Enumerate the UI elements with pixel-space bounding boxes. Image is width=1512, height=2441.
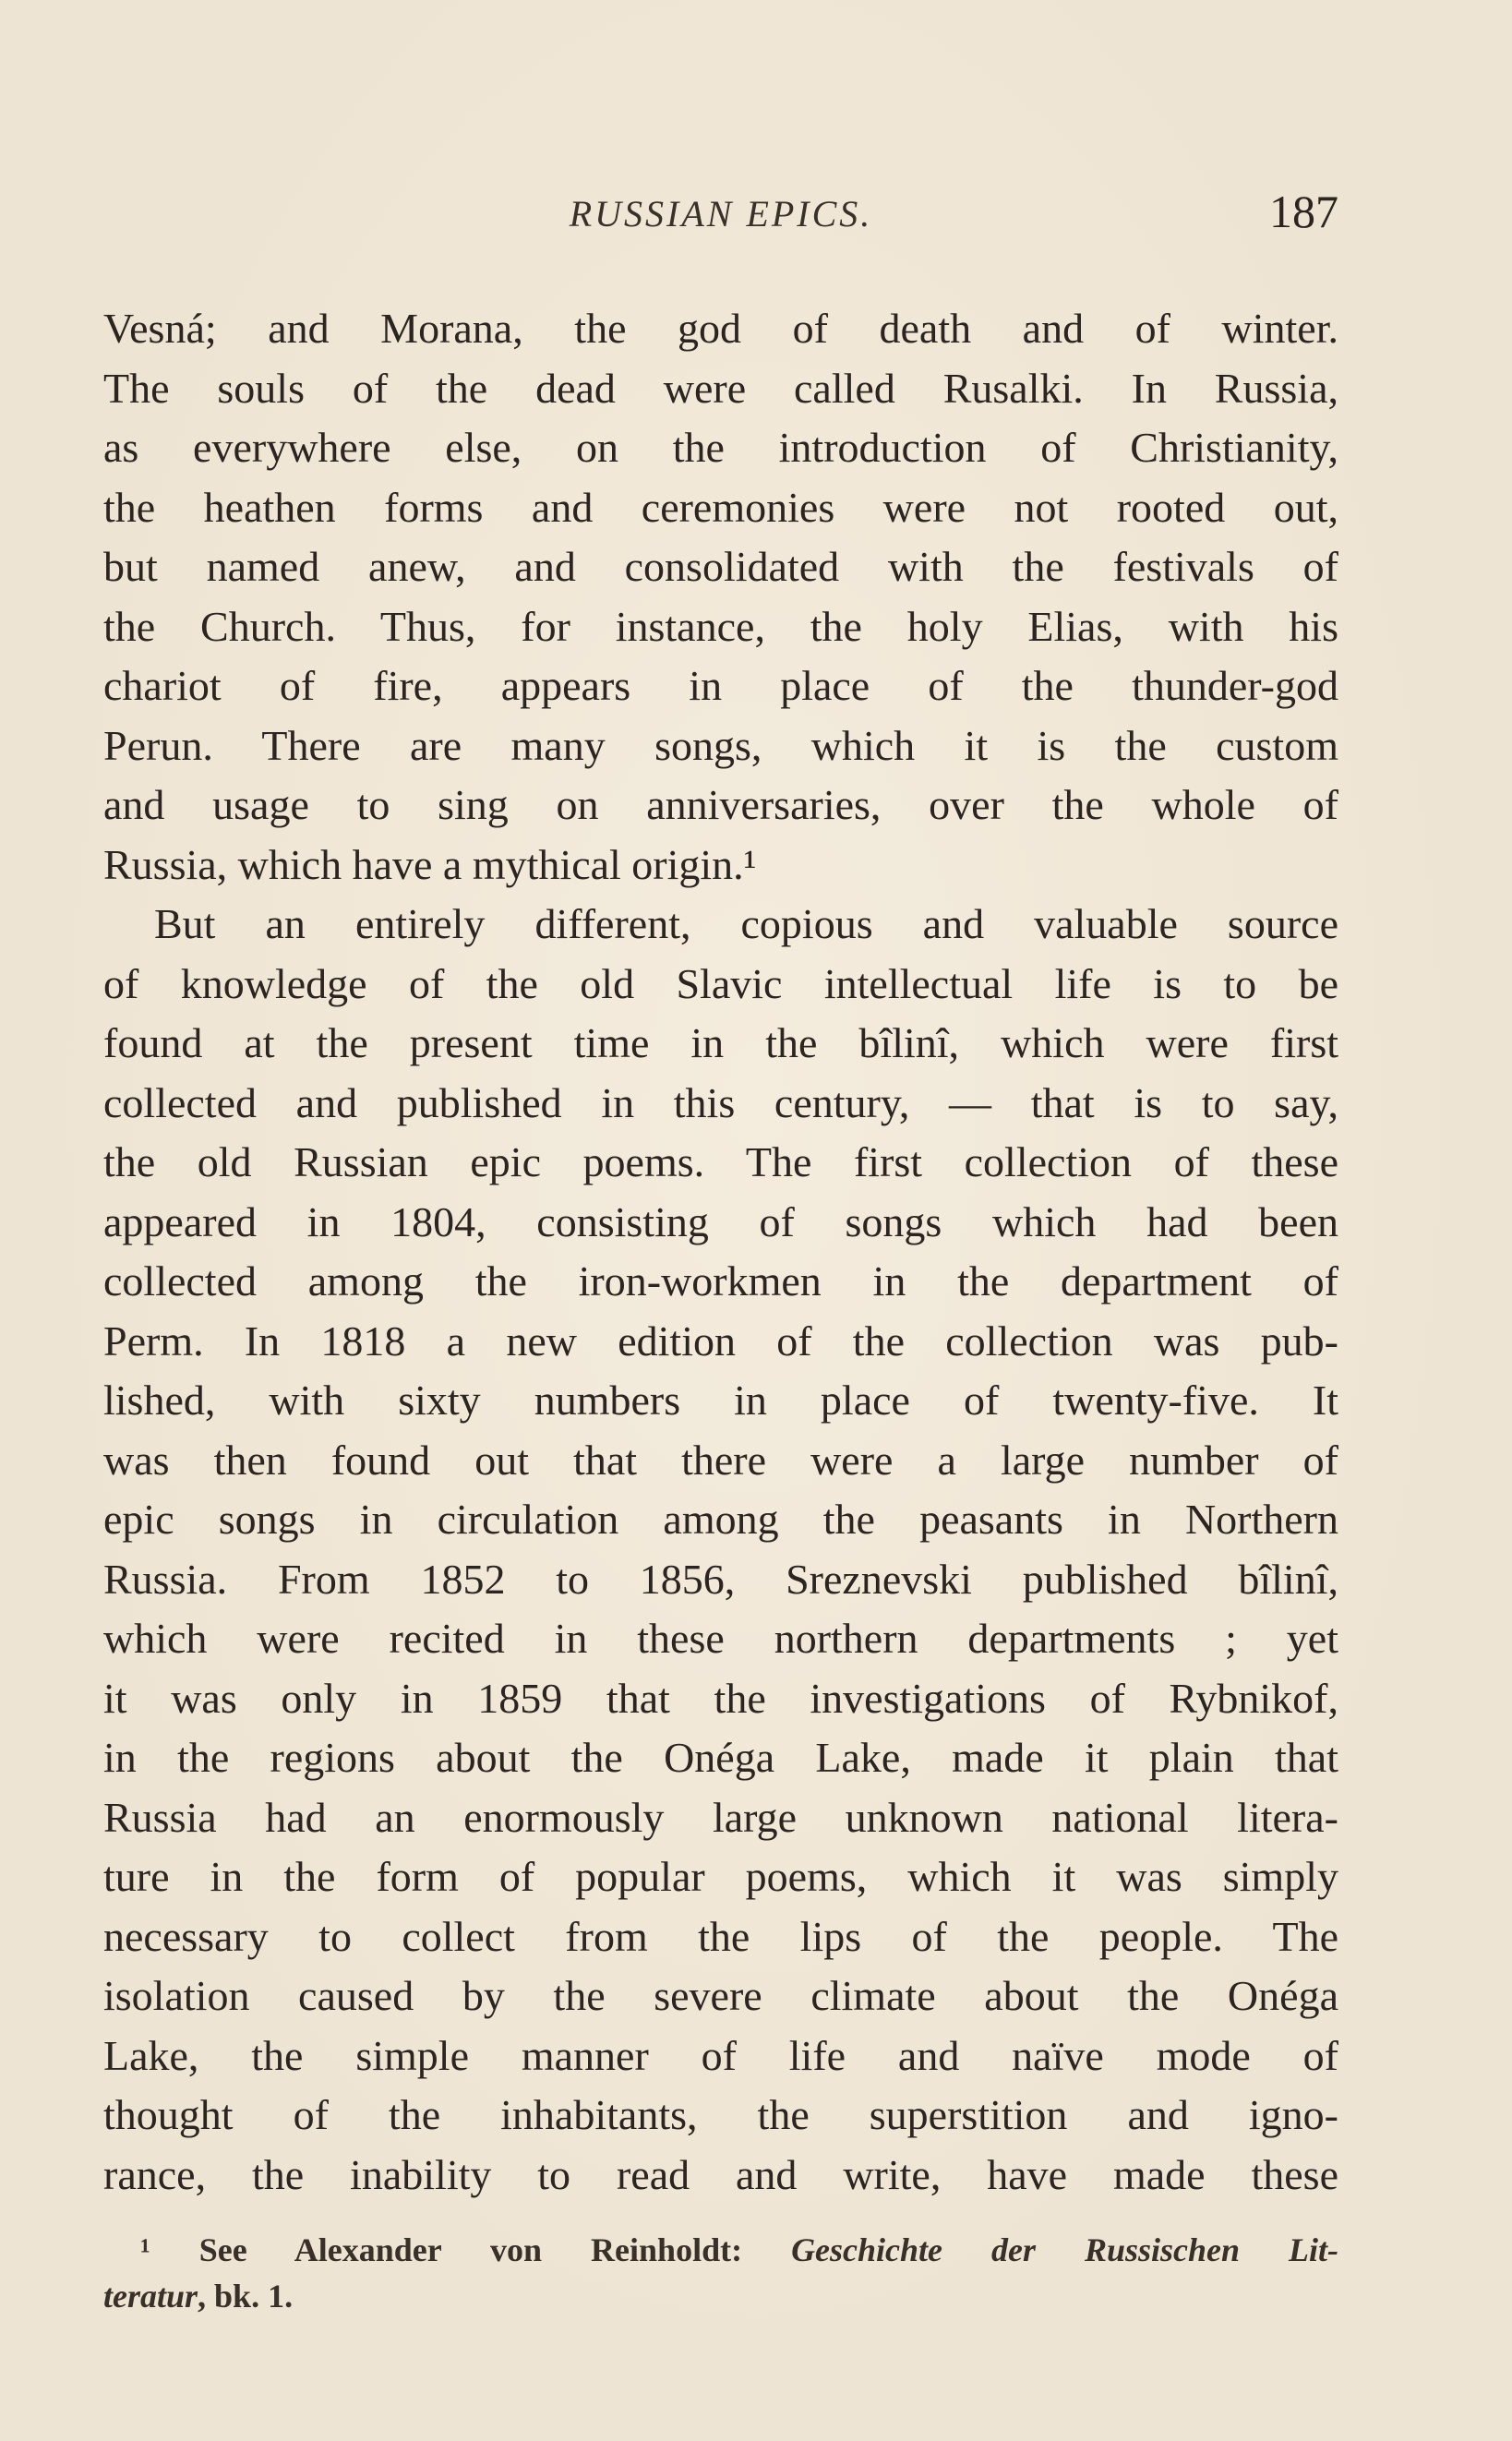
text-line: collected and published in this century, — that is to say,	[103, 1078, 1338, 1126]
text-line: in the regions about the Onéga Lake, made it plain that	[103, 1734, 1338, 1781]
text-line: chariot of fire, appears in place of the thunder-god	[103, 662, 1338, 709]
text-line: Perm. In 1818 a new edition of the collection was pub-	[103, 1317, 1338, 1365]
text-line: Vesná; and Morana, the god of death and of winter.	[103, 305, 1338, 352]
text-line: it was only in 1859 that the investigations of Rybnikof,	[103, 1674, 1338, 1722]
text-line: The souls of the dead were called Rusalki. In Russia,	[103, 364, 1338, 412]
text-line: Perun. There are many songs, which it is the custom	[103, 721, 1338, 769]
page-header	[103, 185, 1338, 249]
text-line: the old Russian epic poems. The first collection of these	[103, 1138, 1338, 1185]
footnote-text: ¹ See Alexander von Reinholdt:	[140, 2231, 792, 2268]
text-line: was then found out that there were a large number of	[103, 1436, 1338, 1484]
footnote-book-title: teratur	[103, 2278, 198, 2315]
text-line: of knowledge of the old Slavic intellectual life is to be	[103, 959, 1338, 1007]
footnotes	[103, 2227, 1338, 2319]
text-line: Russia had an enormously large unknown national litera-	[103, 1793, 1338, 1841]
footnote-book-title: Geschichte der Russischen Lit-	[791, 2231, 1339, 2268]
text-line: found at the present time in the bîlinî, which were first	[103, 1019, 1338, 1066]
text-line: ture in the form of popular poems, which it was simply	[103, 1853, 1338, 1900]
text-line: and usage to sing on anniversaries, over the whole of	[103, 781, 1338, 828]
text-line: appeared in 1804, consisting of songs which had been	[103, 1197, 1338, 1245]
text-line: lished, with sixty numbers in place of twenty-five. It	[103, 1377, 1338, 1424]
text-line: Lake, the simple manner of life and naïve mode of	[103, 2031, 1338, 2079]
text-line: the Church. Thus, for instance, the holy Elias, with his	[103, 602, 1338, 650]
running-head: RUSSIAN EPICS.	[569, 193, 873, 234]
text-line: But an entirely different, copious and valuable source	[154, 900, 1338, 947]
body-text	[103, 299, 1338, 2205]
text-line: Russia, which have a mythical origin.¹	[103, 840, 757, 888]
footnote-line	[103, 2273, 1338, 2319]
text-line: necessary to collect from the lips of the people. The	[103, 1912, 1338, 1960]
text-line: which were recited in these northern departments ; yet	[103, 1615, 1338, 1662]
text-line: but named anew, and consolidated with the festivals of	[103, 543, 1338, 590]
text-line: the heathen forms and ceremonies were not rooted out,	[103, 483, 1338, 531]
text-line: epic songs in circulation among the peasants in Northern	[103, 1496, 1338, 1543]
footnote-line	[103, 2227, 1338, 2273]
text-line: collected among the iron-workmen in the department of	[103, 1257, 1338, 1305]
text-line: isolation caused by the severe climate about the Onéga	[103, 1972, 1338, 2019]
text-line: rance, the inability to read and write, have made these	[103, 2150, 1338, 2198]
footnote-text: , bk. 1.	[198, 2278, 294, 2315]
text-line: Russia. From 1852 to 1856, Sreznevski published bîlinî,	[103, 1555, 1338, 1603]
text-line: thought of the inhabitants, the superstition and igno-	[103, 2091, 1338, 2138]
text-line: as everywhere else, on the introduction of Christianity,	[103, 424, 1338, 471]
page-number: 187	[1269, 186, 1338, 237]
